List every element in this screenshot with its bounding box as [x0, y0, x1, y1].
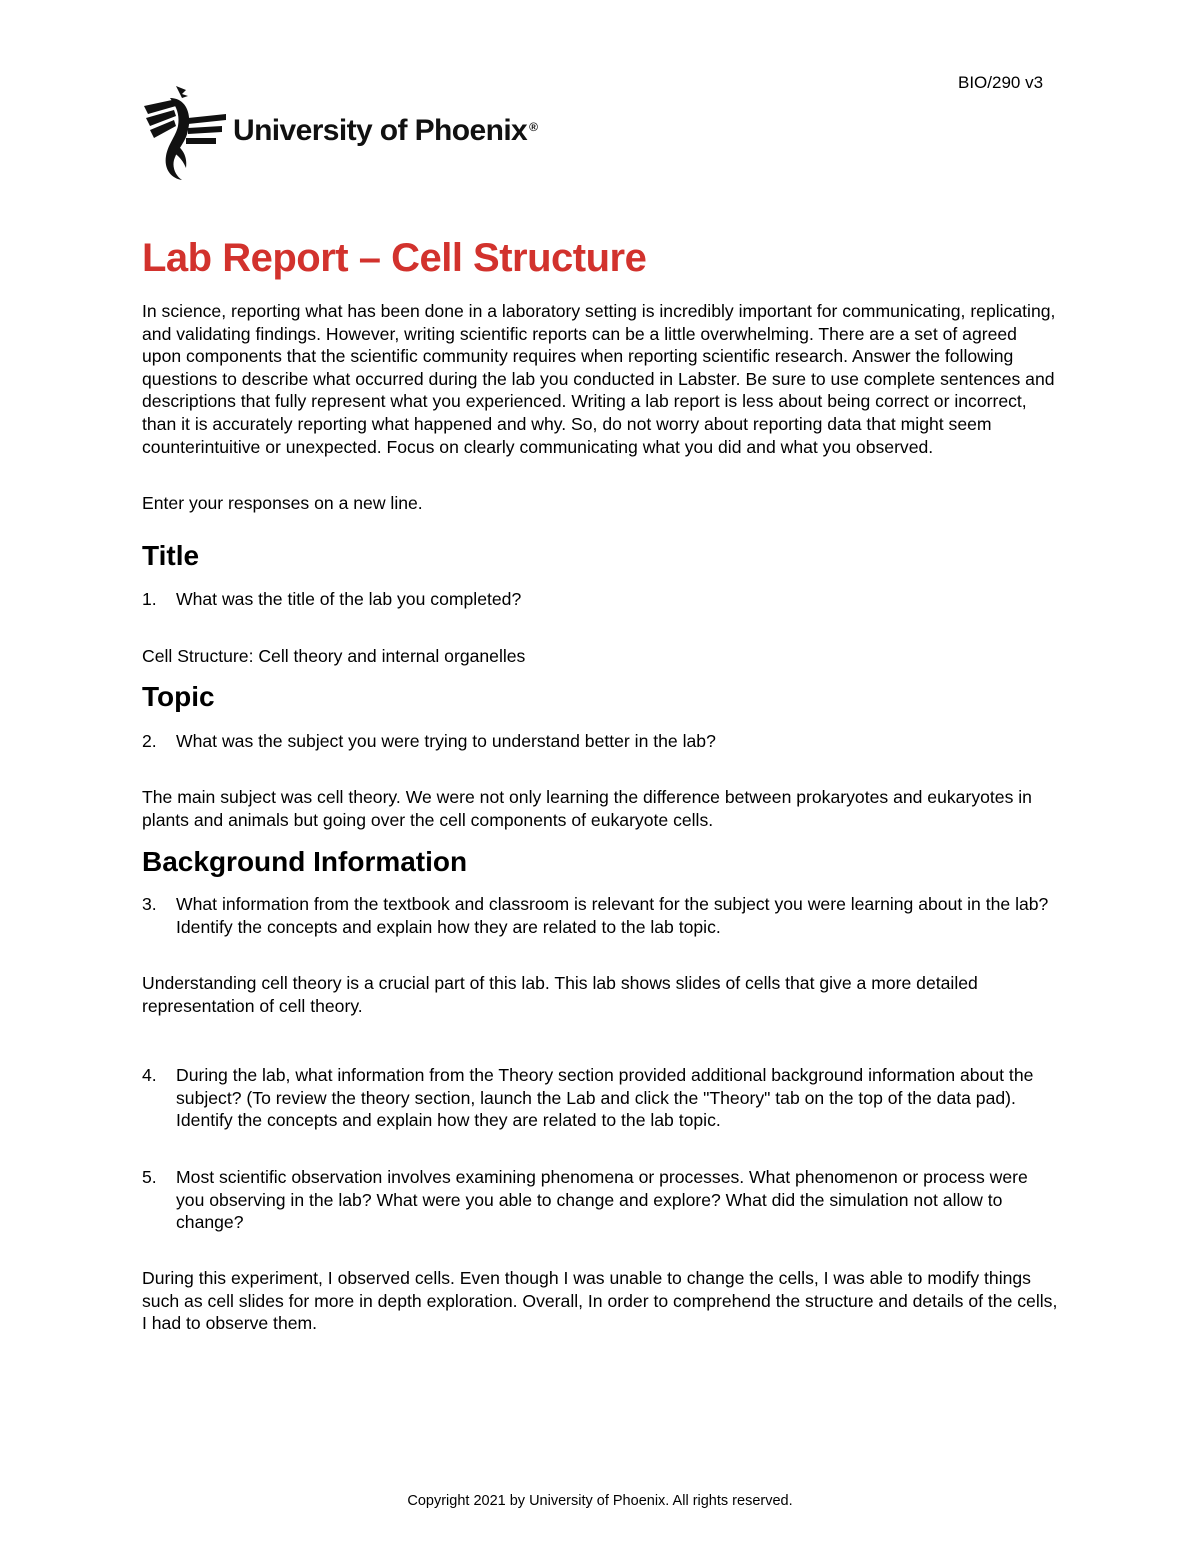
course-code: BIO/290 v3	[958, 73, 1044, 92]
question-text: During the lab, what information from the Theory section provided additional background information about the subject? (To review the theory section, launch the Lab and click the "Theory" tab on the top of the data pad). Identify the concepts and explain how they are related to the lab topic.	[176, 1065, 1034, 1131]
question-number: 2.	[142, 731, 157, 751]
question-number: 1.	[142, 589, 157, 609]
instruction-text: Enter your responses on a new line.	[142, 493, 423, 513]
copyright-footer: Copyright 2021 by University of Phoenix. All rights reserved.	[407, 1493, 793, 1509]
question-text: Most scientific observation involves examining phenomena or processes. What phenomenon or process were you observing in the lab? What were you able to change and explore? What did the simulation not allow to change?	[176, 1167, 1028, 1233]
answer-5: During this experiment, I observed cells. Even though I was unable to change the cells, I was able to modify things such as cell slides for more in depth exploration. Overall, In order to comprehend the structure and details of the cells, I had to observe them.	[142, 1268, 1058, 1334]
answer-1: Cell Structure: Cell theory and internal organelles	[142, 646, 526, 666]
question-text: What was the title of the lab you completed?	[176, 589, 522, 609]
university-logo-text: University of Phoenix ®	[233, 114, 538, 147]
section-heading-background: Background Information	[142, 846, 468, 877]
document-title: Lab Report – Cell Structure	[142, 236, 647, 280]
question-text: What information from the textbook and classroom is relevant for the subject you were learning about in the lab? Identify the concepts and explain how they are related to the lab topic.	[176, 894, 1049, 937]
question-text: What was the subject you were trying to understand better in the lab?	[176, 731, 716, 751]
answer-3: Understanding cell theory is a crucial part of this lab. This lab shows slides of cells that give a more detailed representation of cell theory.	[142, 973, 978, 1016]
question-number: 4.	[142, 1065, 157, 1085]
section-heading-topic: Topic	[142, 681, 215, 712]
phoenix-bird-icon	[142, 84, 228, 180]
section-heading-title: Title	[142, 540, 200, 571]
university-logo	[142, 84, 562, 180]
question-number: 5.	[142, 1167, 157, 1187]
answer-2: The main subject was cell theory. We were not only learning the difference between prokaryotes and eukaryotes in plants and animals but going over the cell components of eukaryote cells.	[142, 787, 1032, 830]
intro-paragraph: In science, reporting what has been done in a laboratory setting is incredibly important for communicating, replicating, and validating findings. However, writing scientific reports can be a little overwhelming. There are a set of agreed upon components that the scientific community requires when reporting scientific research. Answer the following questions to describe what occurred during the lab you conducted in Labster. Be sure to use complete sentences and descriptions that fully represent what you experienced. Writing a lab report is less about being correct or incorrect, than it is accurately reporting what happened and why. So, do not worry about reporting data that might seem counterintuitive or unexpected. Focus on clearly communicating what you did and what you observed.	[142, 301, 1056, 457]
question-number: 3.	[142, 894, 157, 914]
